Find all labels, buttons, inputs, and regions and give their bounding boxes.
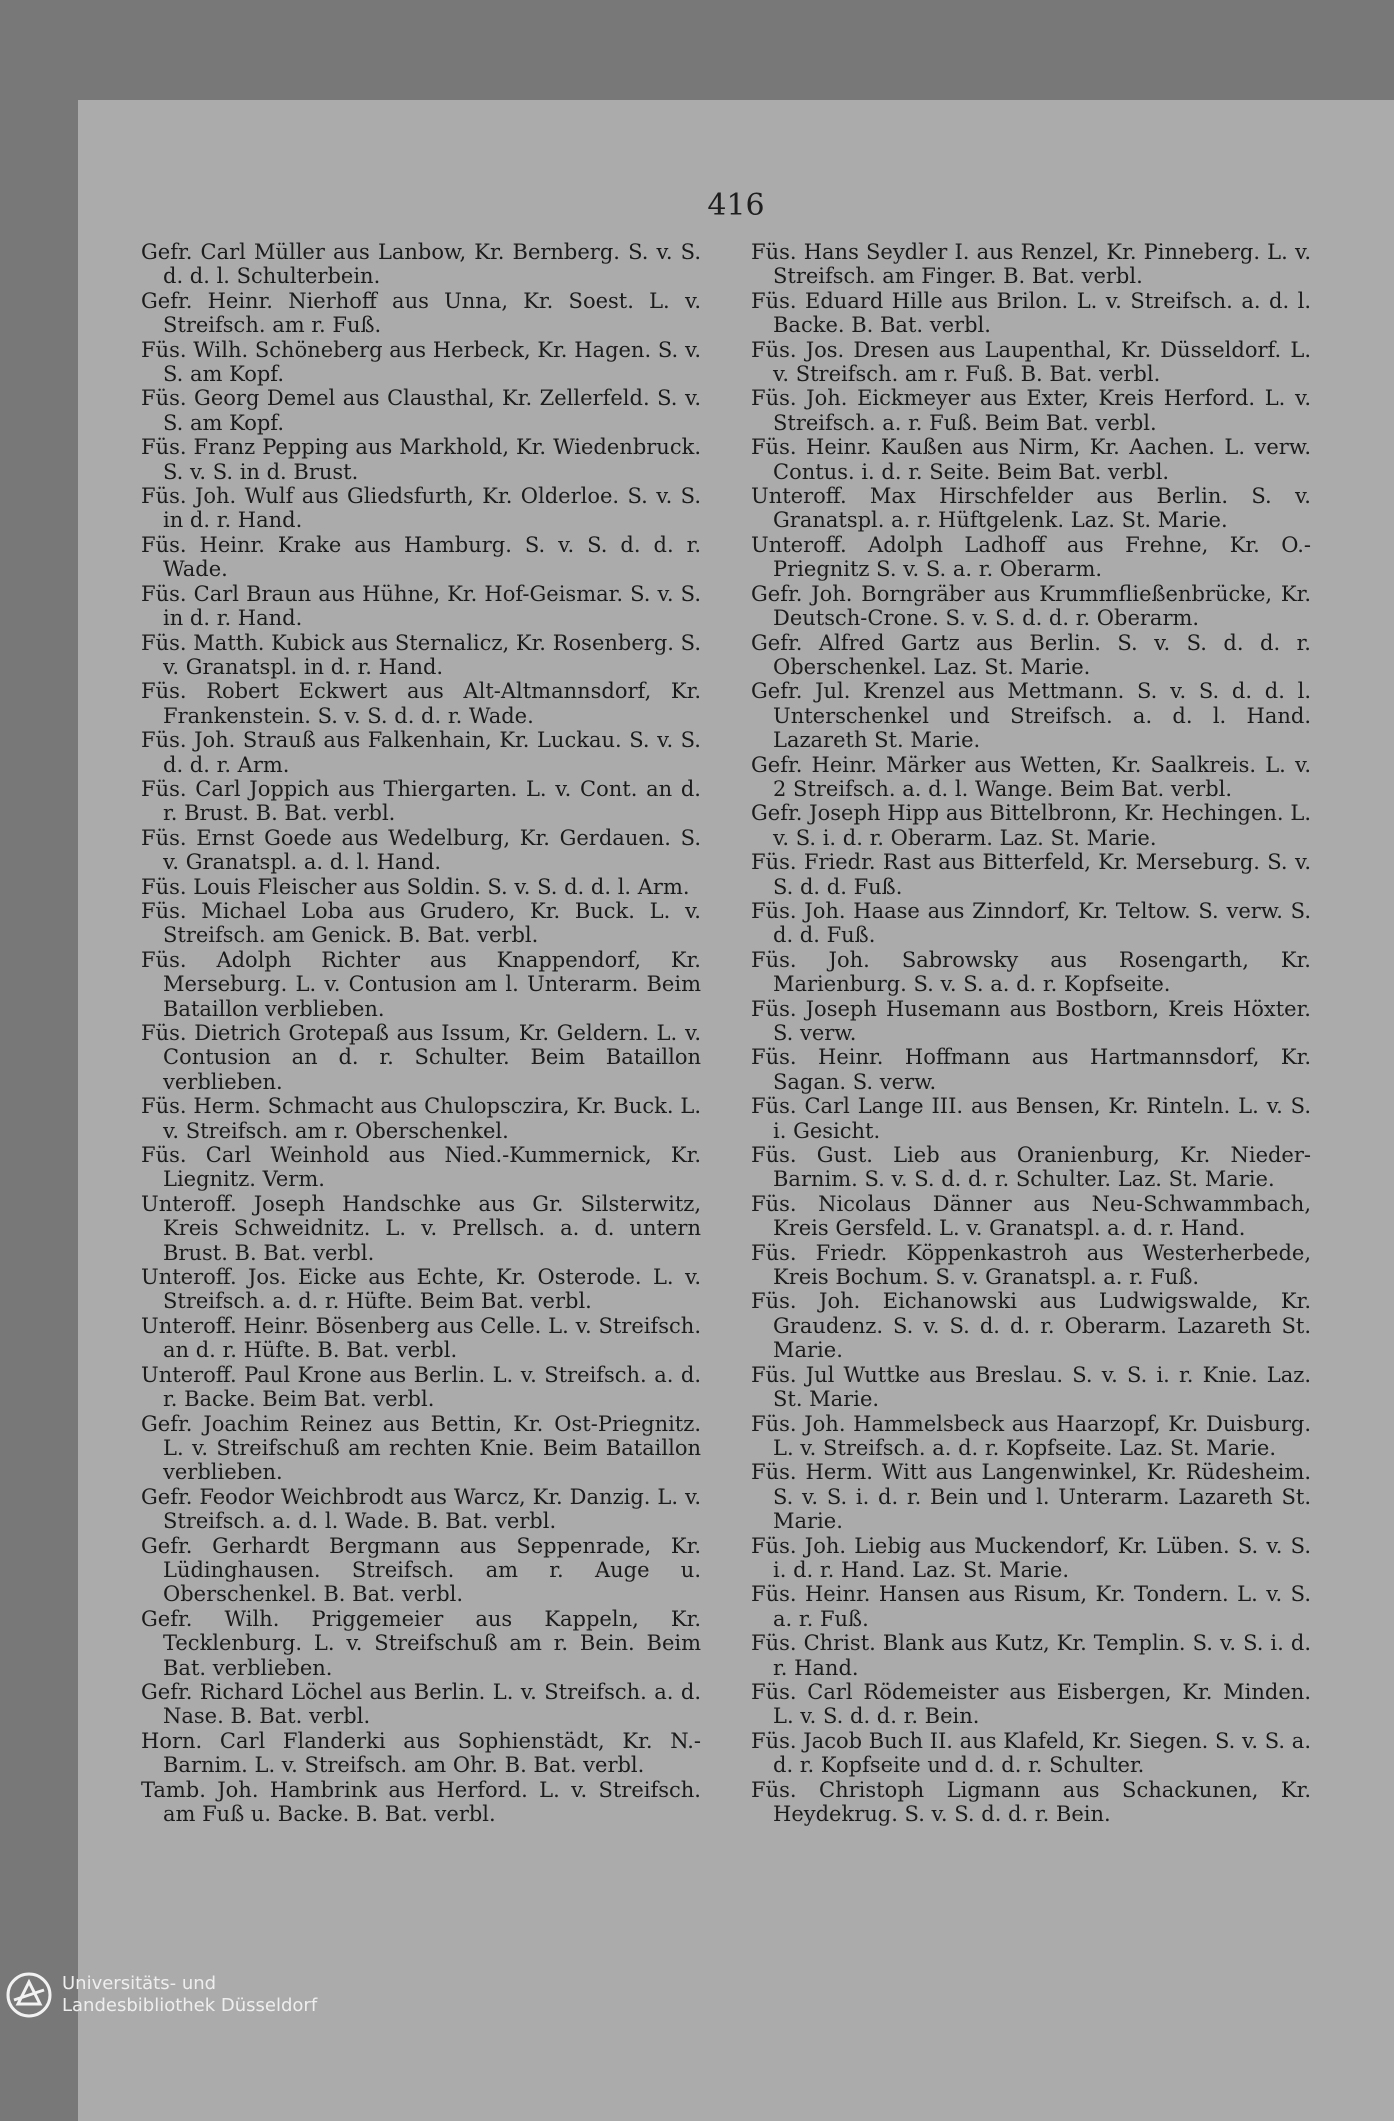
casualty-entry: Gefr. Joachim Reinez aus Bettin, Kr. Ost-Priegnitz. L. v. Streifschuß am rechten Knie. Beim Bataillon verblieben.	[141, 1411, 701, 1485]
casualty-entry: Füs. Matth. Kubick aus Sternalicz, Kr. Rosenberg. S. v. Granatspl. in d. r. Hand.	[141, 630, 701, 679]
scanned-page	[78, 100, 1394, 2121]
casualty-entry: Gefr. Alfred Gartz aus Berlin. S. v. S. d. d. r. Oberschenkel. Laz. St. Marie.	[751, 630, 1311, 679]
casualty-entry: Gefr. Richard Löchel aus Berlin. L. v. Streifsch. a. d. Nase. B. Bat. verbl.	[141, 1679, 701, 1729]
left-column	[141, 240, 701, 1826]
casualty-entry: Unteroff. Paul Krone aus Berlin. L. v. Streifsch. a. d. r. Backe. Beim Bat. verbl.	[141, 1362, 701, 1412]
casualty-entry: Unteroff. Adolph Ladhoff aus Frehne, Kr. O.-Priegnitz S. v. S. a. r. Oberarm.	[751, 532, 1311, 582]
casualty-entry: Füs. Joh. Sabrowsky aus Rosengarth, Kr. Marienburg. S. v. S. a. d. r. Kopfseite.	[751, 947, 1311, 997]
casualty-entry: Füs. Jul Wuttke aus Breslau. S. v. S. i. r. Knie. Laz. St. Marie.	[751, 1362, 1311, 1412]
casualty-entry: Füs. Joh. Liebig aus Muckendorf, Kr. Lüben. S. v. S. i. d. r. Hand. Laz. St. Marie.	[751, 1533, 1311, 1582]
casualty-entry: Füs. Friedr. Rast aus Bitterfeld, Kr. Merseburg. S. v. S. d. d. Fuß.	[751, 850, 1311, 899]
casualty-entry: Füs. Joh. Hammelsbeck aus Haarzopf, Kr. Duisburg. L. v. Streifsch. a. d. r. Kopfseite. Laz. St. Marie.	[751, 1411, 1311, 1460]
casualty-entry: Füs. Carl Rödemeister aus Eisbergen, Kr. Minden. L. v. S. d. d. r. Bein.	[751, 1679, 1311, 1729]
casualty-entry: Füs. Christ. Blank aus Kutz, Kr. Templin. S. v. S. i. d. r. Hand.	[751, 1631, 1311, 1680]
casualty-entry: Gefr. Feodor Weichbrodt aus Warcz, Kr. Danzig. L. v. Streifsch. a. d. l. Wade. B. Bat. verbl.	[141, 1484, 701, 1534]
watermark-line-2: Landesbibliothek Düsseldorf	[62, 1995, 318, 2016]
casualty-entry: Füs. Georg Demel aus Clausthal, Kr. Zellerfeld. S. v. S. am Kopf.	[141, 386, 701, 435]
library-watermark	[4, 1970, 317, 2020]
casualty-entry: Füs. Robert Eckwert aus Alt-Altmannsdorf, Kr. Frankenstein. S. v. S. d. d. r. Wade.	[141, 679, 701, 728]
casualty-entry: Gefr. Carl Müller aus Lanbow, Kr. Bernberg. S. v. S. d. d. l. Schulterbein.	[141, 240, 701, 289]
watermark-line-1: Universitäts- und	[62, 1973, 217, 1994]
right-column	[751, 240, 1311, 1826]
casualty-entry: Füs. Joh. Strauß aus Falkenhain, Kr. Luckau. S. v. S. d. d. r. Arm.	[141, 728, 701, 777]
casualty-entry: Füs. Joh. Eichanowski aus Ludwigswalde, Kr. Graudenz. S. v. S. d. d. r. Oberarm. Lazareth St. Marie.	[751, 1289, 1311, 1363]
casualty-entry: Unteroff. Joseph Handschke aus Gr. Silsterwitz, Kreis Schweidnitz. L. v. Prellsch. a. d. untern Brust. B. Bat. verbl.	[141, 1191, 701, 1265]
watermark-text	[62, 1973, 317, 2017]
casualty-entry: Füs. Wilh. Schöneberg aus Herbeck, Kr. Hagen. S. v. S. am Kopf.	[141, 337, 701, 387]
casualty-entry: Füs. Heinr. Krake aus Hamburg. S. v. S. d. d. r. Wade.	[141, 532, 701, 582]
casualty-entry: Füs. Herm. Schmacht aus Chulopsczira, Kr. Buck. L. v. Streifsch. am r. Oberschenkel.	[141, 1094, 701, 1143]
casualty-entry: Gefr. Jul. Krenzel aus Mettmann. S. v. S. d. d. l. Unterschenkel und Streifsch. a. d. l. Hand. Lazareth St. Marie.	[751, 679, 1311, 753]
casualty-entry: Füs. Gust. Lieb aus Oranienburg, Kr. Nieder-Barnim. S. v. S. d. d. r. Schulter. Laz. St. Marie.	[751, 1143, 1311, 1192]
casualty-entry: Füs. Franz Pepping aus Markhold, Kr. Wiedenbruck. S. v. S. in d. Brust.	[141, 435, 701, 484]
casualty-entry: Füs. Dietrich Grotepaß aus Issum, Kr. Geldern. L. v. Contusion an d. r. Schulter. Beim Bataillon verblieben.	[141, 1021, 701, 1094]
casualty-entry: Füs. Heinr. Hoffmann aus Hartmannsdorf, Kr. Sagan. S. verw.	[751, 1045, 1311, 1094]
casualty-entry: Unteroff. Jos. Eicke aus Echte, Kr. Osterode. L. v. Streifsch. a. d. r. Hüfte. Beim Bat. verbl.	[141, 1265, 701, 1314]
casualty-entry: Füs. Joh. Eickmeyer aus Exter, Kreis Herford. L. v. Streifsch. a. r. Fuß. Beim Bat. verbl.	[751, 386, 1311, 435]
casualty-entry: Füs. Hans Seydler I. aus Renzel, Kr. Pinneberg. L. v. Streifsch. am Finger. B. Bat. verbl.	[751, 240, 1311, 289]
casualty-entry: Füs. Carl Joppich aus Thiergarten. L. v. Cont. an d. r. Brust. B. Bat. verbl.	[141, 776, 701, 826]
casualty-entry: Füs. Heinr. Kaußen aus Nirm, Kr. Aachen. L. verw. Contus. i. d. r. Seite. Beim Bat. verbl.	[751, 435, 1311, 484]
casualty-entry: Füs. Ernst Goede aus Wedelburg, Kr. Gerdauen. S. v. Granatspl. a. d. l. Hand.	[141, 825, 701, 875]
casualty-entry: Unteroff. Heinr. Bösenberg aus Celle. L. v. Streifsch. an d. r. Hüfte. B. Bat. verbl.	[141, 1313, 701, 1363]
casualty-entry: Füs. Herm. Witt aus Langenwinkel, Kr. Rüdesheim. S. v. S. i. d. r. Bein und l. Unterarm. Lazareth St. Marie.	[751, 1460, 1311, 1534]
casualty-entry: Füs. Eduard Hille aus Brilon. L. v. Streifsch. a. d. l. Backe. B. Bat. verbl.	[751, 288, 1311, 338]
casualty-entry: Tamb. Joh. Hambrink aus Herford. L. v. Streifsch. am Fuß u. Backe. B. Bat. verbl.	[141, 1777, 701, 1826]
casualty-entry: Füs. Christoph Ligmann aus Schackunen, Kr. Heydekrug. S. v. S. d. d. r. Bein.	[751, 1777, 1311, 1826]
casualty-entry: Füs. Michael Loba aus Grudero, Kr. Buck. L. v. Streifsch. am Genick. B. Bat. verbl.	[141, 898, 701, 948]
casualty-entry: Füs. Nicolaus Dänner aus Neu-Schwammbach, Kreis Gersfeld. L. v. Granatspl. a. d. r. Hand.	[751, 1191, 1311, 1241]
casualty-entry: Füs. Joseph Husemann aus Bostborn, Kreis Höxter. S. verw.	[751, 996, 1311, 1045]
casualty-entry: Gefr. Wilh. Priggemeier aus Kappeln, Kr. Tecklenburg. L. v. Streifschuß am r. Bein. Beim Bat. verblieben.	[141, 1606, 701, 1680]
casualty-entry: Füs. Carl Braun aus Hühne, Kr. Hof-Geismar. S. v. S. in d. r. Hand.	[141, 581, 701, 631]
library-logo-icon	[4, 1970, 54, 2020]
casualty-entry: Unteroff. Max Hirschfelder aus Berlin. S. v. Granatspl. a. r. Hüftgelenk. Laz. St. Marie.	[751, 484, 1311, 533]
casualty-entry: Füs. Carl Lange III. aus Bensen, Kr. Rinteln. L. v. S. i. Gesicht.	[751, 1094, 1311, 1143]
casualty-entry: Gefr. Gerhardt Bergmann aus Seppenrade, Kr. Lüdinghausen. Streifsch. am r. Auge u. Oberschenkel. B. Bat. verbl.	[141, 1533, 701, 1607]
casualty-entry: Füs. Louis Fleischer aus Soldin. S. v. S. d. d. l. Arm.	[141, 874, 690, 899]
page-number: 416	[707, 188, 765, 223]
casualty-entry: Füs. Carl Weinhold aus Nied.-Kummernick, Kr. Liegnitz. Verm.	[141, 1143, 701, 1192]
casualty-entry: Füs. Jos. Dresen aus Laupenthal, Kr. Düsseldorf. L. v. Streifsch. am r. Fuß. B. Bat. verbl.	[751, 337, 1311, 387]
casualty-entry: Gefr. Heinr. Nierhoff aus Unna, Kr. Soest. L. v. Streifsch. am r. Fuß.	[141, 288, 701, 338]
casualty-entry: Füs. Friedr. Köppenkastroh aus Westerherbede, Kreis Bochum. S. v. Granatspl. a. r. Fuß.	[751, 1240, 1311, 1290]
casualty-entry: Gefr. Heinr. Märker aus Wetten, Kr. Saalkreis. L. v. 2 Streifsch. a. d. l. Wange. Beim Bat. verbl.	[751, 752, 1311, 801]
casualty-entry: Horn. Carl Flanderki aus Sophienstädt, Kr. N.-Barnim. L. v. Streifsch. am Ohr. B. Bat. verbl.	[141, 1728, 701, 1778]
casualty-entry: Gefr. Joh. Borngräber aus Krummfließenbrücke, Kr. Deutsch-Crone. S. v. S. d. d. r. Oberarm.	[751, 581, 1311, 631]
casualty-entry: Füs. Heinr. Hansen aus Risum, Kr. Tondern. L. v. S. a. r. Fuß.	[751, 1582, 1311, 1631]
casualty-entry: Gefr. Joseph Hipp aus Bittelbronn, Kr. Hechingen. L. v. S. i. d. r. Oberarm. Laz. St. Marie.	[751, 801, 1311, 850]
casualty-entry: Füs. Joh. Wulf aus Gliedsfurth, Kr. Olderloe. S. v. S. in d. r. Hand.	[141, 484, 701, 533]
casualty-entry: Füs. Adolph Richter aus Knappendorf, Kr. Merseburg. L. v. Contusion am l. Unterarm. Beim Bataillon verblieben.	[141, 947, 701, 1021]
casualty-entry: Füs. Joh. Haase aus Zinndorf, Kr. Teltow. S. verw. S. d. d. Fuß.	[751, 898, 1311, 948]
casualty-entry: Füs. Jacob Buch II. aus Klafeld, Kr. Siegen. S. v. S. a. d. r. Kopfseite und d. d. r. Schulter.	[751, 1728, 1311, 1778]
